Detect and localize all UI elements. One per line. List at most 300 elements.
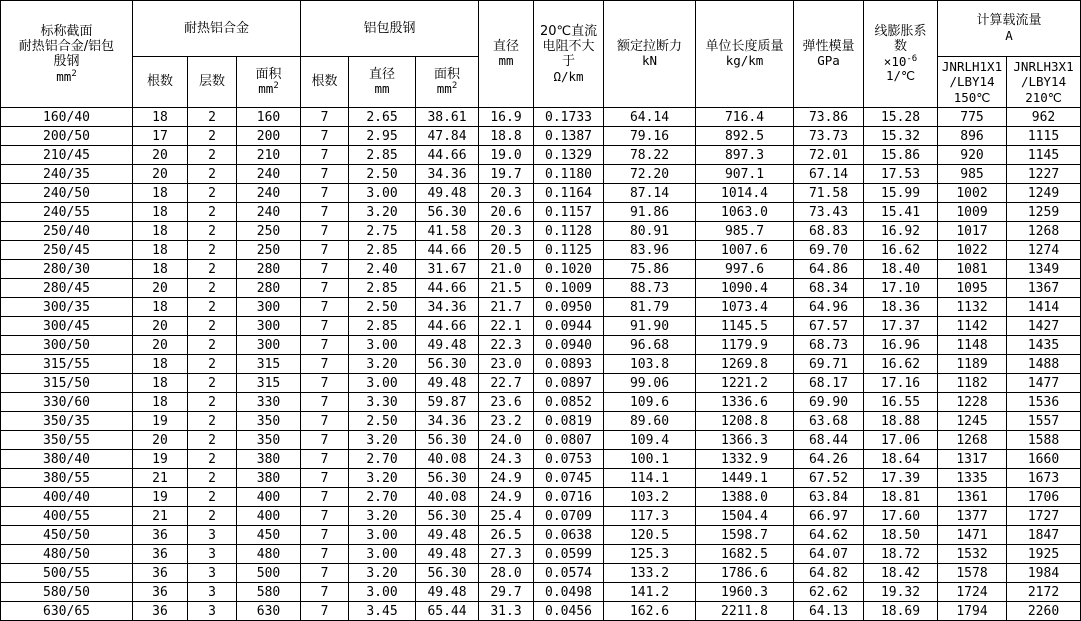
cell-elastic-modulus: 67.52 <box>794 469 864 488</box>
cell-diameter: 21.7 <box>479 298 534 317</box>
cell-capacity-210c: 1367 <box>1007 279 1081 298</box>
cell-dc-resistance: 0.1180 <box>534 165 604 184</box>
cell-alloy-area: 300 <box>237 298 301 317</box>
cell-alloy-area: 400 <box>237 488 301 507</box>
cell-steel-strands: 7 <box>301 317 349 336</box>
cell-dc-resistance: 0.0456 <box>534 602 604 621</box>
cell-expansion-coeff: 19.32 <box>864 583 938 602</box>
cell-capacity-210c: 1145 <box>1007 146 1081 165</box>
cell-dc-resistance: 0.0944 <box>534 317 604 336</box>
cell-dc-resistance: 0.1329 <box>534 146 604 165</box>
header-alloy-area-unit <box>237 82 300 97</box>
header-group-steel: 铝包殷钢 <box>301 1 479 57</box>
cell-steel-area: 47.84 <box>416 127 479 146</box>
cell-alloy-layers: 2 <box>188 317 237 336</box>
cell-nominal-section: 200/50 <box>1 127 133 146</box>
cell-elastic-modulus: 69.71 <box>794 355 864 374</box>
cell-diameter: 23.2 <box>479 412 534 431</box>
cell-alloy-area: 160 <box>237 108 301 127</box>
cell-expansion-coeff: 17.06 <box>864 431 938 450</box>
cell-nominal-section: 250/45 <box>1 241 133 260</box>
cell-breaking-force: 72.20 <box>604 165 696 184</box>
cell-diameter: 22.1 <box>479 317 534 336</box>
cell-alloy-area: 350 <box>237 412 301 431</box>
cell-alloy-strands: 20 <box>133 336 188 355</box>
cell-steel-diameter: 2.85 <box>349 146 416 165</box>
cell-diameter: 16.9 <box>479 108 534 127</box>
cell-steel-diameter: 2.65 <box>349 108 416 127</box>
cell-mass-per-length: 1179.9 <box>696 336 794 355</box>
cell-capacity-210c: 1259 <box>1007 203 1081 222</box>
cell-capacity-150c: 1022 <box>938 241 1007 260</box>
cell-nominal-section: 350/55 <box>1 431 133 450</box>
cell-capacity-150c: 920 <box>938 146 1007 165</box>
table-row <box>1 127 1081 146</box>
cell-capacity-150c: 1532 <box>938 545 1007 564</box>
header-alloy-strands: 根数 <box>133 57 188 108</box>
cell-expansion-coeff: 18.40 <box>864 260 938 279</box>
cell-steel-area: 44.66 <box>416 146 479 165</box>
cell-alloy-layers: 2 <box>188 374 237 393</box>
cell-mass-per-length: 1336.6 <box>696 393 794 412</box>
cell-steel-strands: 7 <box>301 450 349 469</box>
cell-capacity-150c: 1794 <box>938 602 1007 621</box>
header-expansion-factor <box>864 55 937 70</box>
cell-steel-diameter: 2.40 <box>349 260 416 279</box>
cell-diameter: 18.8 <box>479 127 534 146</box>
cell-expansion-coeff: 18.64 <box>864 450 938 469</box>
cell-expansion-coeff: 18.81 <box>864 488 938 507</box>
cell-alloy-layers: 2 <box>188 393 237 412</box>
cell-elastic-modulus: 68.44 <box>794 431 864 450</box>
cell-steel-strands: 7 <box>301 203 349 222</box>
cell-nominal-section: 330/60 <box>1 393 133 412</box>
cell-capacity-150c: 1377 <box>938 507 1007 526</box>
header-capacity-unit: A <box>1005 27 1013 43</box>
cell-steel-diameter: 3.20 <box>349 431 416 450</box>
cell-alloy-layers: 2 <box>188 146 237 165</box>
cell-capacity-150c: 1335 <box>938 469 1007 488</box>
cell-mass-per-length: 1366.3 <box>696 431 794 450</box>
cell-steel-strands: 7 <box>301 469 349 488</box>
header-nominal-line2: 耐热铝合金/铝包 <box>18 38 115 54</box>
table-row <box>1 469 1081 488</box>
header-nominal-unit-base: mm <box>56 68 72 84</box>
cell-breaking-force: 100.1 <box>604 450 696 469</box>
cell-steel-diameter: 3.00 <box>349 336 416 355</box>
header-group-capacity <box>938 1 1081 57</box>
cell-alloy-area: 315 <box>237 355 301 374</box>
cell-steel-area: 40.08 <box>416 450 479 469</box>
cell-nominal-section: 315/50 <box>1 374 133 393</box>
cell-expansion-coeff: 18.72 <box>864 545 938 564</box>
cell-steel-area: 56.30 <box>416 355 479 374</box>
header-capacity-150c <box>938 57 1007 108</box>
cell-steel-diameter: 3.20 <box>349 507 416 526</box>
cell-steel-area: 34.36 <box>416 165 479 184</box>
cell-elastic-modulus: 68.73 <box>794 336 864 355</box>
cell-alloy-strands: 18 <box>133 260 188 279</box>
cell-breaking-force: 162.6 <box>604 602 696 621</box>
cell-breaking-force: 109.6 <box>604 393 696 412</box>
table-row <box>1 108 1081 127</box>
cell-steel-strands: 7 <box>301 279 349 298</box>
cell-mass-per-length: 1269.8 <box>696 355 794 374</box>
cell-breaking-force: 114.1 <box>604 469 696 488</box>
cell-steel-strands: 7 <box>301 241 349 260</box>
cell-nominal-section: 250/40 <box>1 222 133 241</box>
cell-alloy-layers: 2 <box>188 412 237 431</box>
cell-alloy-layers: 2 <box>188 431 237 450</box>
cell-nominal-section: 380/55 <box>1 469 133 488</box>
cell-breaking-force: 103.8 <box>604 355 696 374</box>
table-row <box>1 431 1081 450</box>
cell-capacity-150c: 1009 <box>938 203 1007 222</box>
cell-dc-resistance: 0.0852 <box>534 393 604 412</box>
cell-alloy-layers: 2 <box>188 336 237 355</box>
cell-dc-resistance: 0.1128 <box>534 222 604 241</box>
header-capacity-210c-line3: 210℃ <box>1025 89 1062 105</box>
cell-alloy-area: 300 <box>237 317 301 336</box>
cell-steel-area: 38.61 <box>416 108 479 127</box>
header-nominal-unit-sup: 2 <box>71 68 77 79</box>
header-expansion-coeff <box>864 1 938 108</box>
cell-breaking-force: 133.2 <box>604 564 696 583</box>
cell-diameter: 24.0 <box>479 431 534 450</box>
cell-capacity-150c: 1002 <box>938 184 1007 203</box>
cell-mass-per-length: 1960.3 <box>696 583 794 602</box>
cell-alloy-strands: 18 <box>133 108 188 127</box>
table-row <box>1 298 1081 317</box>
cell-nominal-section: 400/40 <box>1 488 133 507</box>
cell-steel-diameter: 2.85 <box>349 317 416 336</box>
cell-elastic-modulus: 72.01 <box>794 146 864 165</box>
cell-capacity-150c: 1361 <box>938 488 1007 507</box>
cell-steel-diameter: 2.50 <box>349 298 416 317</box>
cell-elastic-modulus: 66.97 <box>794 507 864 526</box>
cell-alloy-strands: 17 <box>133 127 188 146</box>
cell-elastic-modulus: 64.86 <box>794 260 864 279</box>
cell-alloy-area: 240 <box>237 184 301 203</box>
cell-diameter: 19.0 <box>479 146 534 165</box>
header-capacity-210c-line2: /LBY14 <box>1020 74 1067 90</box>
cell-diameter: 31.3 <box>479 602 534 621</box>
cell-steel-diameter: 2.50 <box>349 165 416 184</box>
cell-steel-diameter: 2.75 <box>349 222 416 241</box>
cell-dc-resistance: 0.1157 <box>534 203 604 222</box>
cell-steel-area: 49.48 <box>416 336 479 355</box>
cell-steel-area: 65.44 <box>416 602 479 621</box>
cell-steel-diameter: 3.45 <box>349 602 416 621</box>
cell-alloy-strands: 18 <box>133 203 188 222</box>
cell-diameter: 21.5 <box>479 279 534 298</box>
cell-nominal-section: 580/50 <box>1 583 133 602</box>
cell-steel-area: 59.87 <box>416 393 479 412</box>
cell-capacity-210c: 1536 <box>1007 393 1081 412</box>
cell-mass-per-length: 1388.0 <box>696 488 794 507</box>
cell-alloy-area: 400 <box>237 507 301 526</box>
cell-nominal-section: 480/50 <box>1 545 133 564</box>
header-capacity-150c-line3: 150℃ <box>953 89 991 105</box>
cell-steel-area: 34.36 <box>416 412 479 431</box>
table-row <box>1 583 1081 602</box>
cell-alloy-layers: 2 <box>188 450 237 469</box>
cell-dc-resistance: 0.1009 <box>534 279 604 298</box>
cell-capacity-210c: 1488 <box>1007 355 1081 374</box>
cell-alloy-strands: 18 <box>133 241 188 260</box>
cell-elastic-modulus: 71.58 <box>794 184 864 203</box>
header-expansion-line2: 数 <box>894 39 908 55</box>
header-steel-diameter <box>349 57 416 108</box>
cell-alloy-layers: 3 <box>188 583 237 602</box>
cell-alloy-layers: 2 <box>188 469 237 488</box>
table-row <box>1 279 1081 298</box>
cell-elastic-modulus: 64.96 <box>794 298 864 317</box>
cell-mass-per-length: 1682.5 <box>696 545 794 564</box>
cell-alloy-strands: 20 <box>133 165 188 184</box>
cell-diameter: 20.5 <box>479 241 534 260</box>
cell-alloy-layers: 3 <box>188 602 237 621</box>
cell-diameter: 24.9 <box>479 488 534 507</box>
cell-steel-area: 56.30 <box>416 469 479 488</box>
cell-steel-strands: 7 <box>301 184 349 203</box>
cell-capacity-210c: 1557 <box>1007 412 1081 431</box>
cell-alloy-area: 580 <box>237 583 301 602</box>
cell-capacity-150c: 985 <box>938 165 1007 184</box>
cell-nominal-section: 380/40 <box>1 450 133 469</box>
header-breaking-force <box>604 1 696 108</box>
header-steel-area-label: 面积 <box>434 66 461 82</box>
cell-capacity-210c: 1349 <box>1007 260 1081 279</box>
cell-alloy-strands: 18 <box>133 222 188 241</box>
cell-diameter: 19.7 <box>479 165 534 184</box>
cell-alloy-layers: 3 <box>188 526 237 545</box>
cell-steel-area: 49.48 <box>416 374 479 393</box>
header-nominal-section <box>1 1 133 108</box>
header-capacity-label: 计算载流量 <box>976 13 1042 29</box>
cell-mass-per-length: 1073.4 <box>696 298 794 317</box>
cell-diameter: 21.0 <box>479 260 534 279</box>
cell-mass-per-length: 1007.6 <box>696 241 794 260</box>
cell-alloy-area: 250 <box>237 222 301 241</box>
header-diameter-unit: mm <box>498 53 514 69</box>
cell-alloy-area: 240 <box>237 203 301 222</box>
cell-elastic-modulus: 73.73 <box>794 127 864 146</box>
cell-alloy-strands: 18 <box>133 184 188 203</box>
cell-elastic-modulus: 64.26 <box>794 450 864 469</box>
cell-mass-per-length: 907.1 <box>696 165 794 184</box>
cell-capacity-210c: 1660 <box>1007 450 1081 469</box>
cell-mass-per-length: 1090.4 <box>696 279 794 298</box>
cell-mass-per-length: 897.3 <box>696 146 794 165</box>
header-dc-resistance <box>534 1 604 108</box>
cell-elastic-modulus: 64.07 <box>794 545 864 564</box>
header-resistance-line2: 电阻不大 <box>542 38 595 54</box>
cell-mass-per-length: 1063.0 <box>696 203 794 222</box>
cell-dc-resistance: 0.0745 <box>534 469 604 488</box>
cell-alloy-area: 280 <box>237 260 301 279</box>
header-resistance-line3: 于 <box>562 54 576 70</box>
cell-capacity-210c: 1727 <box>1007 507 1081 526</box>
cell-breaking-force: 79.16 <box>604 127 696 146</box>
cell-expansion-coeff: 18.36 <box>864 298 938 317</box>
cell-alloy-area: 630 <box>237 602 301 621</box>
cell-alloy-layers: 2 <box>188 127 237 146</box>
cell-steel-strands: 7 <box>301 260 349 279</box>
cell-capacity-210c: 1115 <box>1007 127 1081 146</box>
table-body <box>1 108 1081 621</box>
table-header <box>1 1 1081 108</box>
cell-steel-strands: 7 <box>301 583 349 602</box>
cell-elastic-modulus: 69.90 <box>794 393 864 412</box>
cell-capacity-210c: 1249 <box>1007 184 1081 203</box>
cell-steel-diameter: 3.00 <box>349 583 416 602</box>
cell-capacity-210c: 1984 <box>1007 564 1081 583</box>
header-alloy-area-unit-base: mm <box>258 81 274 97</box>
cell-elastic-modulus: 63.84 <box>794 488 864 507</box>
cell-nominal-section: 160/40 <box>1 108 133 127</box>
cell-expansion-coeff: 16.62 <box>864 355 938 374</box>
cell-capacity-150c: 1095 <box>938 279 1007 298</box>
cell-steel-strands: 7 <box>301 526 349 545</box>
cell-capacity-150c: 1142 <box>938 317 1007 336</box>
cell-steel-area: 40.08 <box>416 488 479 507</box>
cell-capacity-150c: 1132 <box>938 298 1007 317</box>
cell-elastic-modulus: 63.68 <box>794 412 864 431</box>
cell-diameter: 24.3 <box>479 450 534 469</box>
header-group-row <box>1 1 1081 57</box>
header-mass-label: 单位长度质量 <box>705 38 784 54</box>
cell-steel-diameter: 2.70 <box>349 488 416 507</box>
header-group-alloy: 耐热铝合金 <box>133 1 301 57</box>
cell-steel-area: 41.58 <box>416 222 479 241</box>
cell-alloy-area: 210 <box>237 146 301 165</box>
table-row <box>1 450 1081 469</box>
cell-mass-per-length: 2211.8 <box>696 602 794 621</box>
cell-dc-resistance: 0.0819 <box>534 412 604 431</box>
cell-mass-per-length: 1208.8 <box>696 412 794 431</box>
cell-expansion-coeff: 17.39 <box>864 469 938 488</box>
cell-capacity-210c: 1435 <box>1007 336 1081 355</box>
cell-capacity-210c: 1847 <box>1007 526 1081 545</box>
cell-capacity-210c: 1268 <box>1007 222 1081 241</box>
cell-steel-area: 49.48 <box>416 526 479 545</box>
cell-diameter: 28.0 <box>479 564 534 583</box>
cell-steel-area: 44.66 <box>416 279 479 298</box>
cell-alloy-area: 380 <box>237 469 301 488</box>
cell-alloy-layers: 2 <box>188 260 237 279</box>
cell-mass-per-length: 1449.1 <box>696 469 794 488</box>
cell-alloy-area: 240 <box>237 165 301 184</box>
cell-dc-resistance: 0.1164 <box>534 184 604 203</box>
cell-steel-diameter: 2.70 <box>349 450 416 469</box>
cell-breaking-force: 117.3 <box>604 507 696 526</box>
cell-alloy-layers: 2 <box>188 108 237 127</box>
cell-steel-diameter: 3.00 <box>349 526 416 545</box>
cell-dc-resistance: 0.0709 <box>534 507 604 526</box>
table-row <box>1 184 1081 203</box>
cell-nominal-section: 300/35 <box>1 298 133 317</box>
cell-diameter: 25.4 <box>479 507 534 526</box>
cell-steel-strands: 7 <box>301 108 349 127</box>
header-steel-diameter-label: 直径 <box>369 66 396 82</box>
cell-nominal-section: 240/50 <box>1 184 133 203</box>
cell-alloy-layers: 2 <box>188 507 237 526</box>
cell-dc-resistance: 0.0950 <box>534 298 604 317</box>
header-capacity-210c <box>1007 57 1081 108</box>
cell-elastic-modulus: 69.70 <box>794 241 864 260</box>
cell-expansion-coeff: 16.55 <box>864 393 938 412</box>
cell-mass-per-length: 1221.2 <box>696 374 794 393</box>
cell-elastic-modulus: 73.86 <box>794 108 864 127</box>
cell-alloy-area: 380 <box>237 450 301 469</box>
cell-nominal-section: 400/55 <box>1 507 133 526</box>
cell-dc-resistance: 0.0574 <box>534 564 604 583</box>
cell-capacity-150c: 896 <box>938 127 1007 146</box>
cell-nominal-section: 240/35 <box>1 165 133 184</box>
cell-expansion-coeff: 18.42 <box>864 564 938 583</box>
cell-capacity-210c: 1414 <box>1007 298 1081 317</box>
cell-alloy-area: 330 <box>237 393 301 412</box>
cell-alloy-strands: 20 <box>133 146 188 165</box>
header-elastic-modulus <box>794 1 864 108</box>
header-nominal-line1: 标称截面 <box>40 23 93 39</box>
cell-alloy-layers: 3 <box>188 545 237 564</box>
cell-dc-resistance: 0.0897 <box>534 374 604 393</box>
cell-steel-diameter: 3.00 <box>349 374 416 393</box>
table-row <box>1 203 1081 222</box>
cell-expansion-coeff: 17.53 <box>864 165 938 184</box>
header-alloy-area-unit-sup: 2 <box>273 81 279 92</box>
cell-breaking-force: 81.79 <box>604 298 696 317</box>
header-capacity-150c-line1: JNRLH1X1 <box>941 58 1003 74</box>
cell-steel-area: 56.30 <box>416 564 479 583</box>
cell-steel-diameter: 3.30 <box>349 393 416 412</box>
cell-breaking-force: 141.2 <box>604 583 696 602</box>
cell-elastic-modulus: 67.14 <box>794 165 864 184</box>
cell-nominal-section: 240/55 <box>1 203 133 222</box>
cell-alloy-area: 200 <box>237 127 301 146</box>
header-steel-area-unit-sup: 2 <box>451 81 458 92</box>
cell-nominal-section: 500/55 <box>1 564 133 583</box>
header-resistance-line1: 20℃直流 <box>539 23 598 39</box>
table-row <box>1 412 1081 431</box>
cell-alloy-area: 315 <box>237 374 301 393</box>
cell-alloy-strands: 18 <box>133 298 188 317</box>
cell-expansion-coeff: 15.99 <box>864 184 938 203</box>
cell-alloy-strands: 36 <box>133 583 188 602</box>
cell-capacity-150c: 1017 <box>938 222 1007 241</box>
header-nominal-line3: 殷钢 <box>53 54 80 70</box>
cell-steel-strands: 7 <box>301 393 349 412</box>
header-steel-strands: 根数 <box>301 57 349 108</box>
cell-dc-resistance: 0.1733 <box>534 108 604 127</box>
cell-steel-strands: 7 <box>301 431 349 450</box>
cell-capacity-150c: 1081 <box>938 260 1007 279</box>
cell-diameter: 24.9 <box>479 469 534 488</box>
table-row <box>1 146 1081 165</box>
cell-dc-resistance: 0.0498 <box>534 583 604 602</box>
cell-diameter: 20.6 <box>479 203 534 222</box>
cell-alloy-strands: 36 <box>133 545 188 564</box>
cell-steel-area: 56.30 <box>416 431 479 450</box>
cell-steel-strands: 7 <box>301 545 349 564</box>
cell-elastic-modulus: 68.17 <box>794 374 864 393</box>
cell-steel-strands: 7 <box>301 127 349 146</box>
cell-capacity-210c: 1427 <box>1007 317 1081 336</box>
table-row <box>1 526 1081 545</box>
cell-steel-strands: 7 <box>301 222 349 241</box>
